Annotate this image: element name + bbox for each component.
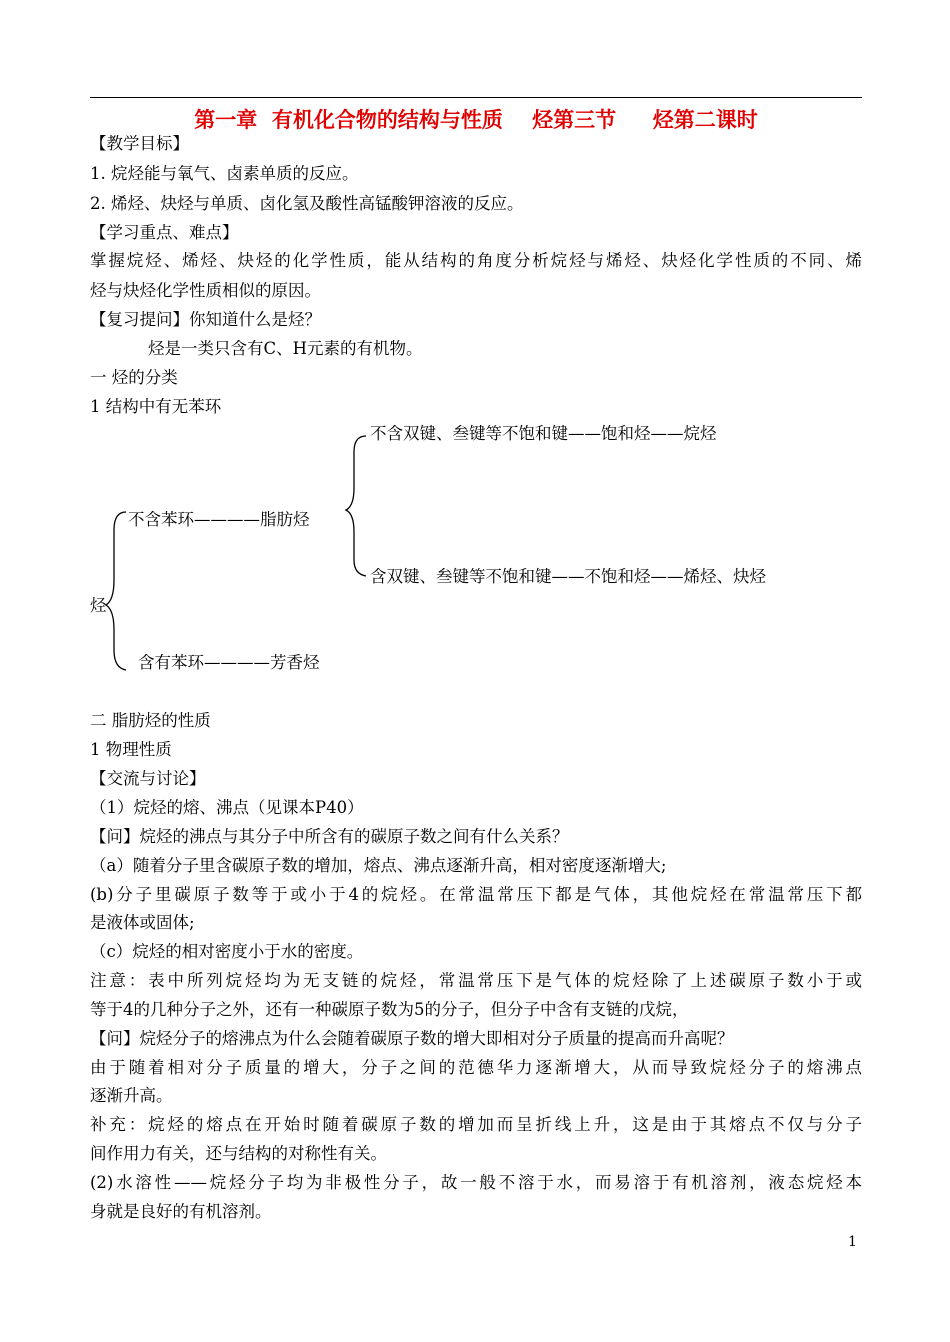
question-2: 【问】烷烃分子的熔沸点为什么会随着碳原子数的增大即相对分子质量的提高而升高呢？: [90, 1029, 734, 1048]
section-aliphatic-properties: 二 脂肪烃的性质: [90, 711, 211, 730]
heading-discussion: 【交流与讨论】: [90, 769, 206, 788]
supplement-line-1: 补充：烷烃的熔点在开始时随着碳原子数的增加而呈折线上升，这是由于其熔点不仅与分子: [90, 1115, 862, 1134]
review-question: 【复习提问】你知道什么是烃？: [90, 310, 321, 329]
question-1: 【问】烷烃的沸点与其分子中所含有的碳原子数之间有什么关系？: [90, 827, 569, 846]
section-classification: 一 烃的分类: [90, 368, 178, 387]
item-1: （1）烷烃的熔、沸点（见课本P40）: [90, 798, 364, 817]
heading-teaching-goals: 【教学目标】: [90, 134, 189, 153]
explanation-line-2: 逐渐升高。: [90, 1086, 173, 1105]
review-answer: 烃是一类只含有C、H元素的有机物。: [148, 339, 423, 358]
subsection-physical: 1 物理性质: [90, 740, 172, 759]
heading-key-points: 【学习重点、难点】: [90, 223, 239, 242]
answer-b-line-1: (b)分子里碳原子数等于或小于4的烷烃。在常温常压下都是气体，其他烷烃在常温常压下都: [90, 885, 862, 904]
explanation-line-1: 由于随着相对分子质量的增大，分子之间的范德华力逐渐增大，从而导致烷烃分子的熔沸点: [90, 1058, 862, 1077]
solubility-line-1: (2)水溶性——烷烃分子均为非极性分子，故一般不溶于水，而易溶于有机溶剂，液态烷烃本: [90, 1173, 862, 1192]
answer-b-line-2: 是液体或固体;: [90, 913, 195, 932]
answer-a: （a）随着分子里含碳原子数的增加，熔点、沸点逐渐升高，相对密度逐渐增大;: [90, 856, 667, 875]
key-points-line-2: 烃与炔烃化学性质相似的原因。: [90, 281, 321, 300]
note-line-2: 等于4的几种分子之外，还有一种碳原子数为5的分子，但分子中含有支链的戊烷，: [90, 1000, 689, 1019]
note-line-1: 注意：表中所列烷烃均为无支链的烷烃，常温常压下是气体的烷烃除了上述碳原子数小于或: [90, 971, 862, 990]
branch-aliphatic: 不含苯环————脂肪烃: [128, 510, 310, 529]
key-points-line-1: 掌握烷烃、烯烃、炔烃的化学性质，能从结构的角度分析烷烃与烯烃、炔烃化学性质的不同、烯: [90, 251, 862, 270]
supplement-line-2: 间作用力有关，还与结构的对称性有关。: [90, 1144, 387, 1163]
page-number: 1: [848, 1234, 857, 1250]
goal-1: 1. 烷烃能与氧气、卤素单质的反应。: [90, 164, 359, 183]
leaf-unsaturated: 含双键、叁键等不饱和键——不饱和烃——烯烃、炔烃: [370, 567, 766, 586]
subsection-benzene-ring: 1 结构中有无苯环: [90, 397, 222, 416]
page-title: 第一章 有机化合物的结构与性质 烃第三节 烃第二课时: [194, 107, 758, 132]
root-hydrocarbon: 烃: [90, 596, 107, 615]
leaf-saturated: 不含双键、叁键等不饱和键——饱和烃——烷烃: [370, 424, 717, 443]
branch-aromatic: 含有苯环————芳香烃: [138, 653, 320, 672]
solubility-line-2: 身就是良好的有机溶剂。: [90, 1202, 272, 1221]
top-rule: [90, 97, 862, 98]
answer-c: （c）烷烃的相对密度小于水的密度。: [90, 942, 364, 961]
goal-2: 2. 烯烃、炔烃与单质、卤化氢及酸性高锰酸钾溶液的反应。: [90, 194, 524, 213]
